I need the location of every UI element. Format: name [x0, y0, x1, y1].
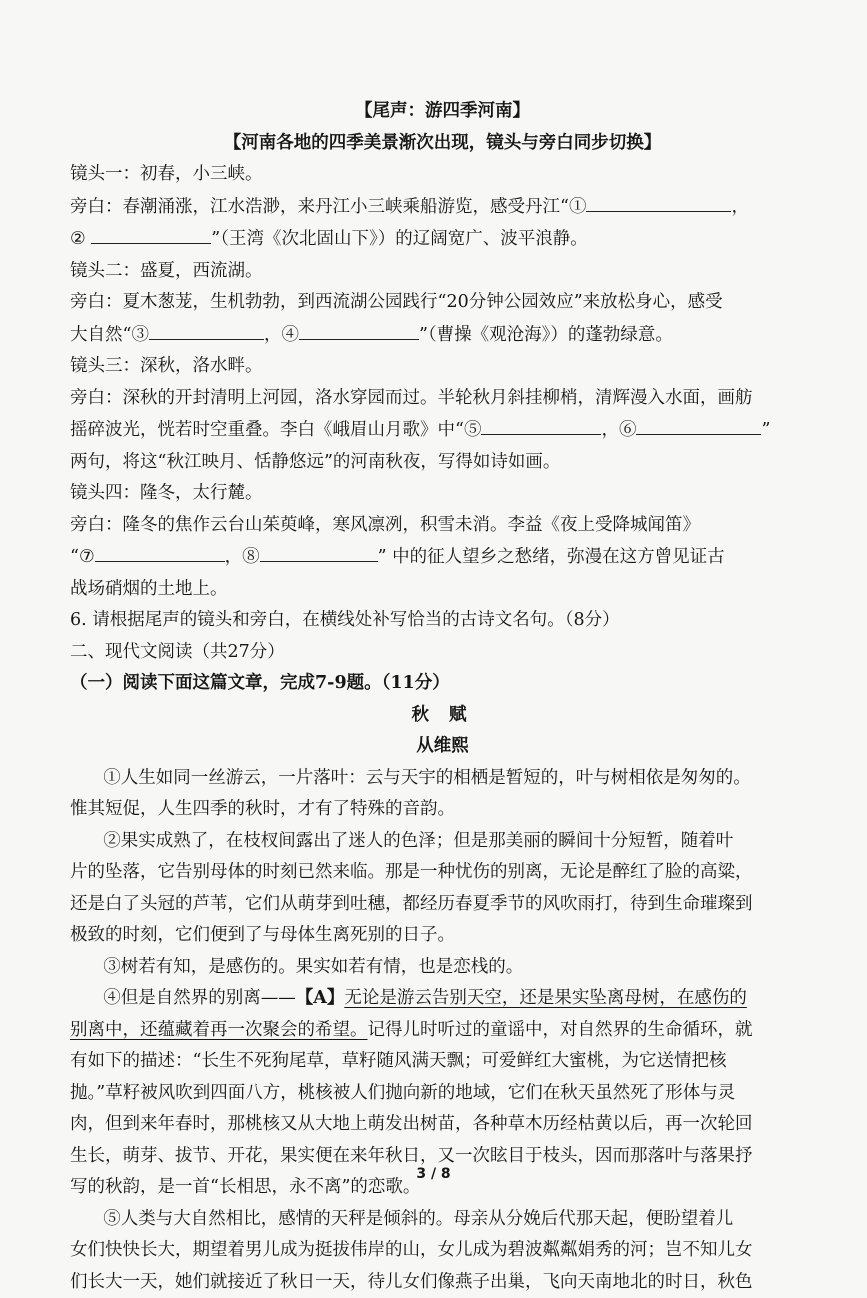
narration-3-end: 两句，将这“秋江映月、恬静悠远”的河南秋夜，写得如诗如画。: [70, 447, 815, 479]
shot-1: 镜头一：初春，小三峡。: [70, 159, 815, 191]
narration-4-cont: “⑦ ，⑧ ” 中的征人望乡之愁绪，弥漫在这方曾见证古: [70, 541, 815, 574]
paragraph-4-cont: 抛。”草籽被风吹到四面八方，桃核被人们抛向新的地域，它们在秋天虽然死了形体与灵: [70, 1078, 815, 1110]
paragraph-4-cont: 有如下的描述：“长生不死狗尾草，草籽随风满天飘；可爱鲜红大蜜桃，为它送情把核: [70, 1046, 815, 1078]
paragraph-2-cont: 片的坠落，它告别母体的时刻已然来临。那是一种忧伤的别离，无论是醉红了脸的高粱，: [70, 857, 815, 889]
paragraph-4-cont: 生长，萌芽、拔节、开花，果实便在来年秋日，又一次眩目于枝头，因而那落叶与落果抒: [70, 1141, 815, 1173]
paragraph-3: ③树若有知，是感伤的。果实如若有情，也是恋栈的。: [70, 952, 815, 984]
narration-3-cont: 摇碎波光，恍若时空重叠。李白《峨眉山月歌》中“⑤ ，⑥ ”: [70, 414, 815, 447]
paragraph-4-cont: 肉，但到来年春时，那桃核又从大地上萌发出树苗，各种草木历经枯黄以后，再一次轮回: [70, 1109, 815, 1141]
narration-4: 旁白：隆冬的焦作云台山茱萸峰，寒风凛冽，积雪未消。李益《夜上受降城闻笛》: [70, 510, 815, 542]
article-author: 从维熙: [70, 731, 815, 763]
paragraph-4-cont: 别离中，还蕴藏着再一次聚会的希望。记得儿时听过的童谣中，对自然界的生命循环，就: [70, 1015, 815, 1047]
part-1-heading: （一）阅读下面这篇文章，完成7-9题。（11分）: [70, 668, 815, 700]
paragraph-2: ②果实成熟了，在枝杈间露出了迷人的色泽；但是那美丽的瞬间十分短暂，随着叶: [70, 826, 815, 858]
underlined-sentence-cont: 别离中，还蕴藏着再一次聚会的希望。: [70, 1020, 368, 1040]
narration-3: 旁白：深秋的开封清明上河园，洛水穿园而过。半轮秋月斜挂柳梢，清辉漫入水面，画舫: [70, 383, 815, 415]
paragraph-4: ④但是自然界的别离——【A】无论是游云告别天空，还是果实坠离母树，在感伤的: [70, 983, 815, 1015]
answer-blank-8[interactable]: [260, 541, 378, 562]
paragraph-2-cont: 还是白了头冠的芦苇，它们从萌芽到吐穗，都经历春夏季节的风吹雨打，待到生命璀璨到: [70, 889, 815, 921]
answer-blank-7[interactable]: [95, 541, 225, 562]
paragraph-4-cont: 写的秋韵，是一首“长相思，永不离”的恋歌。: [70, 1172, 815, 1204]
narration-1-cont: ② ”（王湾《次北固山下》）的辽阔宽广、波平浪静。: [70, 223, 815, 256]
answer-blank-5[interactable]: [481, 414, 601, 435]
answer-blank-4[interactable]: [299, 319, 419, 340]
narration-4-end: 战场硝烟的土地上。: [70, 574, 815, 606]
shot-4: 镜头四：隆冬，太行麓。: [70, 478, 815, 510]
underlined-sentence: 无论是游云告别天空，还是果实坠离母树，在感伤的: [344, 988, 747, 1008]
answer-blank-6[interactable]: [636, 414, 761, 435]
paragraph-1: ①人生如同一丝游云，一片落叶：云与天宇的相栖是暂短的，叶与树相依是匆匆的。: [70, 763, 815, 795]
question-6: 6. 请根据尾声的镜头和旁白，在横线处补写恰当的古诗文名句。（8分）: [70, 605, 815, 637]
marker-a: 【A】: [296, 988, 345, 1008]
page-number: 3 / 8: [0, 1166, 867, 1182]
paragraph-5-cont: 女们快快长大，期望着男儿成为挺拔伟岸的山，女儿成为碧波粼粼娟秀的河；岂不知儿女: [70, 1235, 815, 1267]
epilogue-heading: 【尾声：游四季河南】: [70, 96, 815, 128]
paragraph-2-cont: 极致的时刻，它们便到了与母体生离死别的日子。: [70, 920, 815, 952]
paragraph-5-cont: 们长大一天，她们就接近了秋日一天，待儿女们像燕子出巢，飞向天南地北的时日，秋色: [70, 1267, 815, 1298]
article-title: 秋 赋: [70, 700, 815, 732]
answer-blank-3[interactable]: [149, 319, 264, 340]
narration-2-cont: 大自然“③ ，④ ”（曹操《观沧海》）的蓬勃绿意。: [70, 319, 815, 352]
paragraph-5: ⑤人类与大自然相比，感情的天秤是倾斜的。母亲从分娩后代那天起，便盼望着儿: [70, 1204, 815, 1236]
epilogue-subheading: 【河南各地的四季美景渐次出现，镜头与旁白同步切换】: [70, 128, 815, 160]
exam-page: [70, 96, 815, 1298]
shot-2: 镜头二：盛夏，西流湖。: [70, 256, 815, 288]
answer-blank-1[interactable]: [586, 191, 731, 212]
narration-2: 旁白：夏木葱茏，生机勃勃，到西流湖公园践行“20分钟公园效应”来放松身心，感受: [70, 287, 815, 319]
paragraph-1-cont: 惟其短促，人生四季的秋时，才有了特殊的音韵。: [70, 794, 815, 826]
answer-blank-2[interactable]: [91, 223, 211, 244]
shot-3: 镜头三：深秋，洛水畔。: [70, 351, 815, 383]
section-2-heading: 二、现代文阅读（共27分）: [70, 637, 815, 669]
narration-1: 旁白：春潮涌涨，江水浩渺，来丹江小三峡乘船游览，感受丹江“① ，: [70, 191, 815, 224]
